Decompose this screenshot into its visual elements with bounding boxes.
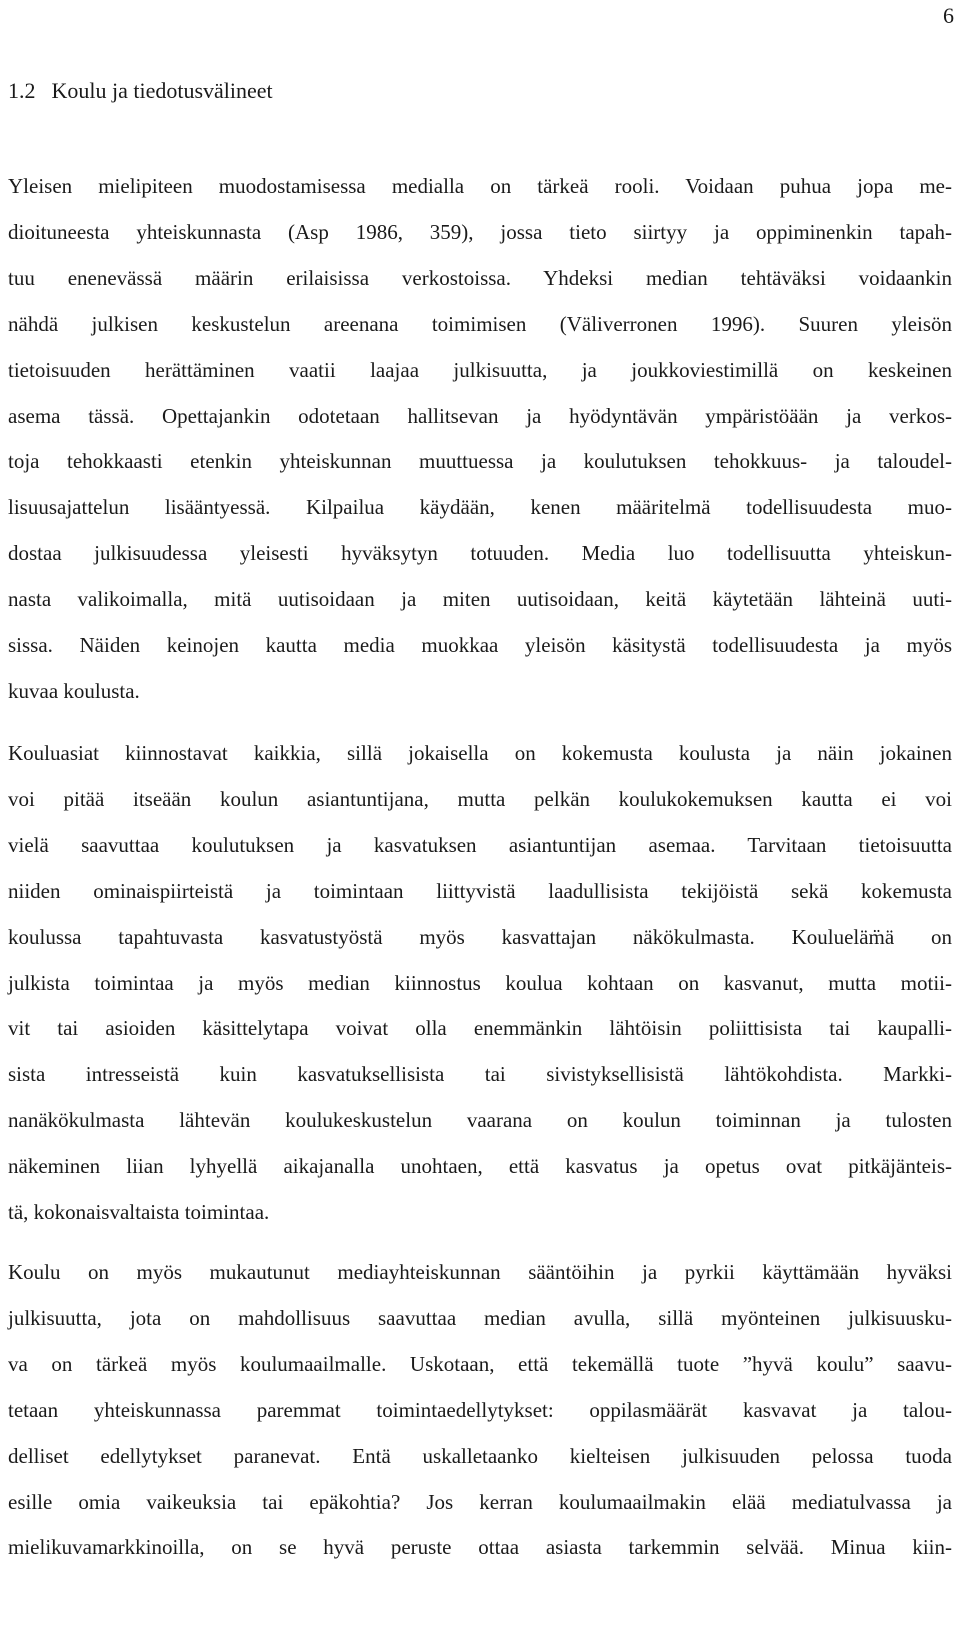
text-line: nähdä julkisen keskustelun areenana toimimisen (Väliverronen 1996). Suuren yleisön xyxy=(8,311,952,336)
text-line: asema tässä. Opettajankin odotetaan hallitsevan ja hyödyntävän ympäristöään ja verkos- xyxy=(8,403,952,428)
text-line: sissa. Näiden keinojen kautta media muokkaa yleisön käsitystä todellisuudesta ja myös xyxy=(8,633,952,658)
text-line: nanäkökulmasta lähtevän koulukeskustelun vaarana on koulun toiminnan ja tulosten xyxy=(8,1108,952,1133)
section-heading xyxy=(8,76,273,106)
text-line: delliset edellytykset paranevat. Entä uskalletaanko kielteisen julkisuuden pelossa tuoda xyxy=(8,1443,952,1468)
text-line: va on tärkeä myös koulumaailmalle. Uskotaan, että tekemällä tuote ”hyvä koulu” saavu- xyxy=(8,1351,952,1376)
text-line: tietoisuuden herättäminen vaatii laajaa julkisuutta, ja joukkoviestimillä on keskeinen xyxy=(8,357,952,382)
text-line: Koulu on myös mukautunut mediayhteiskunnan sääntöihin ja pyrkii käyttämään hyväksi xyxy=(8,1260,952,1284)
text-line: tetaan yhteiskunnassa paremmat toimintaedellytykset: oppilasmäärät kasvavat ja talou- xyxy=(8,1397,952,1422)
body-paragraph xyxy=(8,1250,952,1571)
text-line: dioituneesta yhteiskunnasta (Asp 1986, 359), jossa tieto siirtyy ja oppiminenkin tapah- xyxy=(8,219,952,244)
text-line: toja tehokkaasti etenkin yhteiskunnan muuttuessa ja koulutuksen tehokkuus- ja taloudel- xyxy=(8,449,952,474)
text-line: näkeminen liian lyhyellä aikajanalla unohtaen, että kasvatus ja opetus ovat pitkäjänteis- xyxy=(8,1154,952,1179)
text-line: lisuusajattelun lisääntyessä. Kilpailua käydään, kenen määritelmä todellisuudesta muo- xyxy=(8,495,952,520)
text-line: kuvaa koulusta. xyxy=(8,678,140,703)
text-line: julkista toimintaa ja myös median kiinnostus koulua kohtaan on kasvanut, mutta motii- xyxy=(8,970,952,995)
text-line: niiden ominaispiirteistä ja toimintaan liittyvistä laadullisista tekijöistä sekä kokemusta xyxy=(8,878,952,903)
text-line: koulussa tapahtuvasta kasvatustyöstä myös kasvattajan näkökulmasta. Koulueläm̈ä on xyxy=(8,924,952,949)
text-line: esille omia vaikeuksia tai epäkohtia? Jos kerran koulumaailmakin elää mediatulvassa ja xyxy=(8,1489,952,1514)
text-line: vielä saavuttaa koulutuksen ja kasvatuksen asiantuntijan asemaa. Tarvitaan tietoisuutta xyxy=(8,832,952,857)
text-line: voi pitää itseään koulun asiantuntijana, mutta pelkän koulukokemuksen kautta ei voi xyxy=(8,786,952,811)
text-line: sista intresseistä kuin kasvatuksellisista tai sivistyksellisistä lähtökohdista. Markki- xyxy=(8,1062,952,1087)
body-paragraph xyxy=(8,731,952,1236)
body-paragraph xyxy=(8,164,952,715)
text-line: Kouluasiat kiinnostavat kaikkia, sillä jokaisella on kokemusta koulusta ja näin jokainen xyxy=(8,741,952,765)
text-line: tä, kokonaisvaltaista toimintaa. xyxy=(8,1200,270,1225)
text-line: mielikuvamarkkinoilla, on se hyvä peruste ottaa asiasta tarkemmin selvää. Minua kiin- xyxy=(8,1535,952,1560)
text-line: Yleisen mielipiteen muodostamisessa medialla on tärkeä rooli. Voidaan puhua jopa me- xyxy=(8,174,952,198)
text-line: nasta valikoimalla, mitä uutisoidaan ja miten uutisoidaan, keitä käytetään lähteinä uuti- xyxy=(8,587,952,612)
page-number: 6 xyxy=(943,3,954,28)
text-line: julkisuutta, jota on mahdollisuus saavuttaa median avulla, sillä myönteinen julkisuusku- xyxy=(8,1305,952,1330)
text-line: vit tai asioiden käsittelytapa voivat olla enemmänkin lähtöisin poliittisista tai kaupalli- xyxy=(8,1016,952,1041)
text-line: tuu enenevässä määrin erilaisissa verkostoissa. Yhdeksi median tehtäväksi voidaankin xyxy=(8,265,952,290)
section-title: Koulu ja tiedotusvälineet xyxy=(51,78,273,103)
section-number: 1.2 xyxy=(8,78,36,103)
text-line: dostaa julkisuudessa yleisesti hyväksytyn totuuden. Media luo todellisuutta yhteiskun- xyxy=(8,541,952,566)
